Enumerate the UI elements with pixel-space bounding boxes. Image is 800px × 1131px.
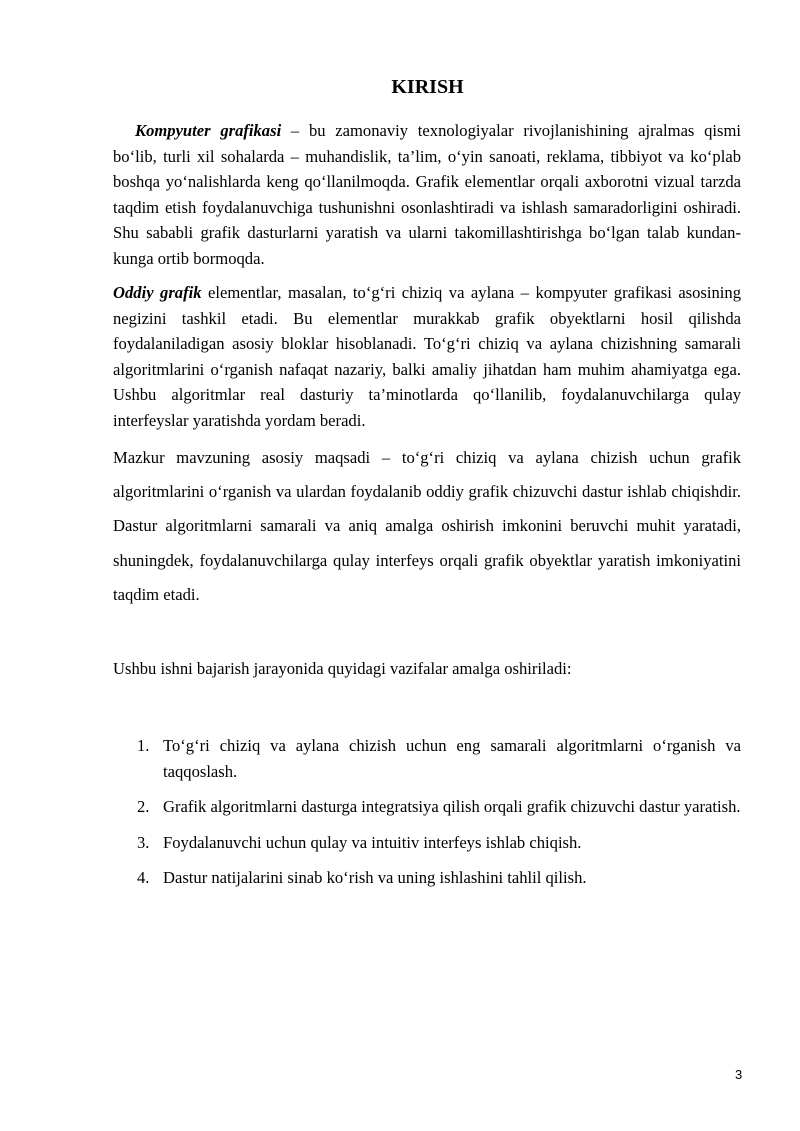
- paragraph-text: elementlar, masalan, to‘g‘ri chiziq va aylana – kompyuter grafikasi asosining negizini tashkil etadi. Bu elementlar murakkab grafik obyektlarni hosil qilishda foydalaniladigan asosiy bloklar hisoblanadi. To‘g‘ri chiziq va aylana chizishning samarali algoritmlarini o‘rganish nafaqat nazariy, balki amaliy jihatdan ham muhim ahamiyatga ega. Ushbu algoritmlar real dasturiy ta’minotlarda qo‘llanilib, foydalanuvchilarga qulay interfeyslar yaratishda yordam beradi.: [113, 283, 742, 430]
- task-list: [113, 733, 741, 891]
- page-title: KIRISH: [391, 76, 464, 98]
- paragraph-tasks-intro: Ushbu ishni bajarish jarayonida quyidagi vazifalar amalga oshiriladi:: [113, 659, 572, 678]
- list-item: [113, 733, 741, 784]
- list-item: [113, 830, 741, 856]
- list-item: [113, 865, 741, 891]
- paragraph-simple-graphics: [113, 280, 741, 433]
- list-item-text: Grafik algoritmlarni dasturga integratsiya qilish orqali grafik chizuvchi dastur yaratish.: [163, 797, 741, 816]
- list-item: [113, 794, 741, 820]
- list-item-text: Dastur natijalarini sinab ko‘rish va uning ishlashini tahlil qilish.: [163, 868, 587, 887]
- list-item-number: 2.: [137, 797, 150, 816]
- page-number: 3: [735, 1067, 743, 1082]
- paragraph-text: – bu zamonaviy texnologiyalar rivojlanishining ajralmas qismi bo‘lib, turli xil sohalarda – muhandislik, ta’lim, o‘yin sanoati, reklama, tibbiyot va ko‘plab boshqa yo‘nalishlarda keng qo‘llanilmoqda. Grafik elementlar orqali axborotni vizual tarzda taqdim etish foydalanuvchiga tushunishni osonlashtiradi va ishlash samaradorligini oshiradi. Shu sababli grafik dasturlarni yaratish va ularni takomillashtirishga bo‘lgan talab kundan-kunga ortib bormoqda.: [113, 121, 741, 268]
- list-item-text: Foydalanuvchi uchun qulay va intuitiv interfeys ishlab chiqish.: [163, 832, 582, 852]
- paragraph-goal: Mazkur mavzuning asosiy maqsadi – to‘g‘ri chiziq va aylana chizish uchun grafik algoritmlarini o‘rganish va ulardan foydalanib oddiy grafik chizuvchi dastur ishlab chiqishdir. Dastur algoritmlarni samarali va aniq amalga oshirish imkonini beruvchi muhit yaratadi, shuningdek, foydalanuvchilarga qulay interfeys orqali grafik obyektlar yaratish imkoniyatini taqdim etadi.: [113, 448, 741, 604]
- paragraph-lead-term: Kompyuter grafikasi: [135, 121, 282, 140]
- paragraph-lead-term: Oddiy grafik: [113, 283, 202, 302]
- list-item-text: To‘g‘ri chiziq va aylana chizish uchun eng samarali algoritmlarni o‘rganish va taqqoslash.: [163, 736, 741, 781]
- list-item-number: 3.: [137, 832, 150, 852]
- paragraph-intro: [113, 118, 741, 271]
- list-item-number: 1.: [137, 736, 150, 755]
- list-item-number: 4.: [137, 868, 150, 887]
